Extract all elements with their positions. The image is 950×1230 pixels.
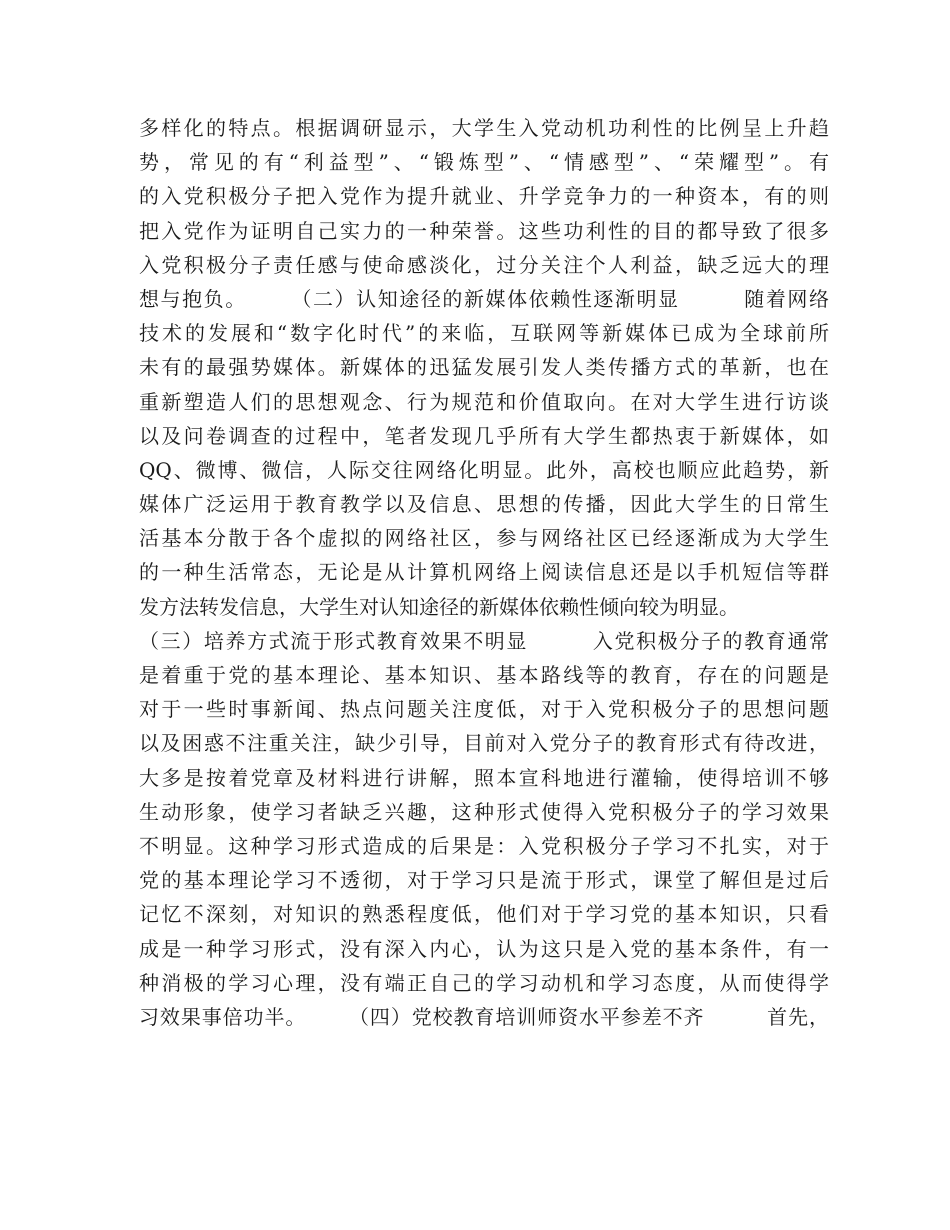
text-line: 势，常见的有“利益型”、“锻炼型”、“情感型”、“荣耀型”。有 — [139, 150, 829, 175]
text-line: 党的基本理论学习不透彻，对于学习只是流于形式，课堂了解但是过后 — [139, 868, 829, 893]
text-line: 发方法转发信息，大学生对认知途径的新媒体依赖性倾向较为明显。 — [139, 594, 739, 619]
text-line: 技术的发展和“数字化时代”的来临，互联网等新媒体已成为全球前所 — [139, 321, 829, 346]
text-line: 多样化的特点。根据调研显示，大学生入党动机功利性的比例呈上升趋 — [139, 116, 829, 140]
text-line: 媒体广泛运用于教育教学以及信息、思想的传播，因此大学生的日常生 — [139, 492, 829, 517]
text-line: 不明显。这种学习形式造成的后果是：入党积极分子学习不扎实，对于 — [139, 833, 829, 858]
text-line: 是着重于党的基本理论、基本知识、基本路线等的教育，存在的问题是 — [139, 663, 829, 687]
text-line: 重新塑造人们的思想观念、行为规范和价值取向。在对大学生进行访谈 — [139, 389, 829, 414]
text-line: （三）培养方式流于形式教育效果不明显 入党积极分子的教育通常 — [139, 628, 829, 653]
text-line: 种消极的学习心理，没有端正自己的学习动机和学习态度，从而使得学 — [139, 970, 829, 995]
text-line: 习效果事倍功半。 （四）党校教育培训师资水平参差不齐 首先， — [139, 1004, 829, 1029]
text-line: 入党积极分子责任感与使命感淡化，过分关注个人利益，缺乏远大的理 — [139, 252, 829, 277]
text-line: 以及困惑不注重关注，缺少引导，目前对入党分子的教育形式有待改进， — [139, 731, 829, 756]
text-line: 生动形象，使学习者缺乏兴趣，这种形式使得入党积极分子的学习效果 — [139, 799, 829, 824]
text-line: 大多是按着党章及材料进行讲解，照本宣科地进行灌输，使得培训不够 — [139, 765, 829, 790]
text-line: 的入党积极分子把入党作为提升就业、升学竞争力的一种资本，有的则 — [139, 184, 829, 209]
text-line: 想与抱负。 （二）认知途径的新媒体依赖性逐渐明显 随着网络 — [139, 286, 829, 311]
text-line: 成是一种学习形式，没有深入内心，认为这只是入党的基本条件，有一 — [139, 936, 829, 961]
text-line: 活基本分散于各个虚拟的网络社区，参与网络社区已经逐渐成为大学生 — [139, 526, 829, 551]
text-line: 未有的最强势媒体。新媒体的迅猛发展引发人类传播方式的革新，也在 — [139, 355, 829, 380]
text-line: 的一种生活常态，无论是从计算机网络上阅读信息还是以手机短信等群 — [139, 560, 829, 585]
text-line: 记忆不深刻，对知识的熟悉程度低，他们对于学习党的基本知识，只看 — [139, 902, 829, 927]
text-line: QQ、微博、微信，人际交往网络化明显。此外，高校也顺应此趋势，新 — [139, 457, 829, 482]
text-line: 以及问卷调查的过程中，笔者发现几乎所有大学生都热衷于新媒体，如 — [139, 423, 829, 448]
text-line: 对于一些时事新闻、热点问题关注度低，对于入党积极分子的思想问题 — [139, 697, 829, 722]
text-line: 把入党作为证明自己实力的一种荣誉。这些功利性的目的都导致了很多 — [139, 218, 829, 243]
body-text — [139, 111, 829, 1034]
